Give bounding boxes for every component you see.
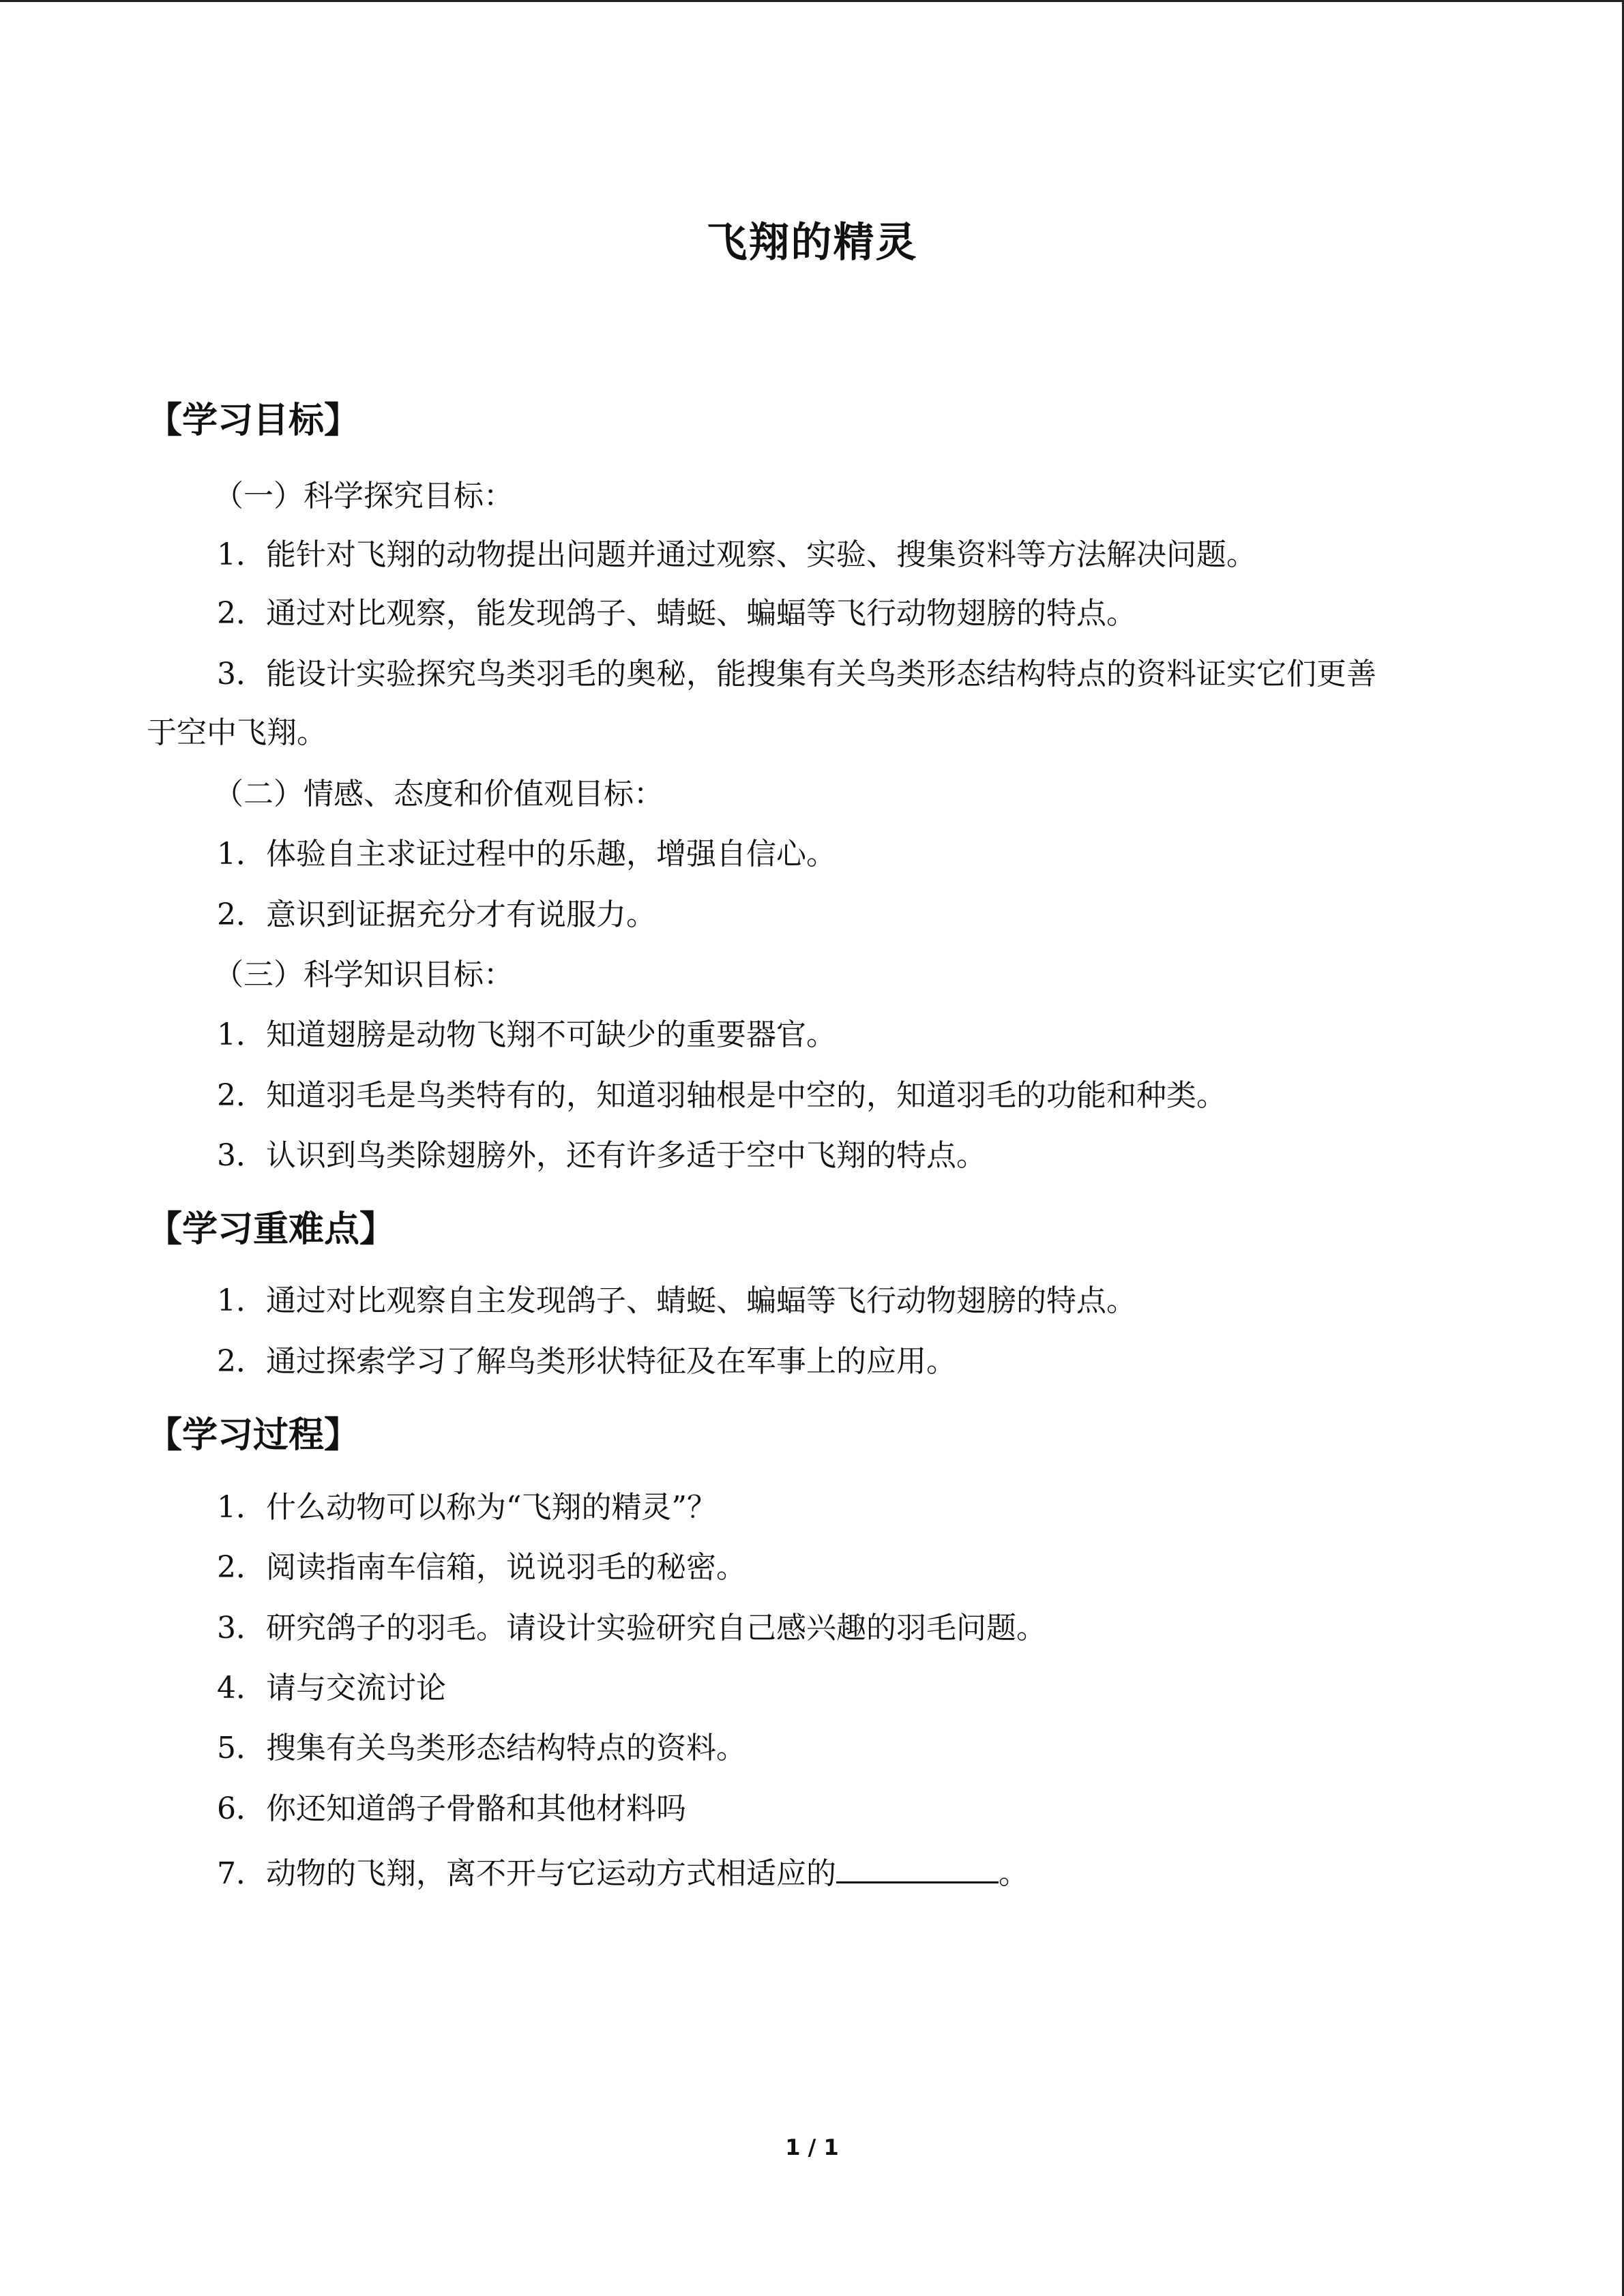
goals-sub3-item: 3．认识到鸟类除翅膀外，还有许多适于空中飞翔的特点。 xyxy=(217,1138,986,1173)
goals-sub1-heading: （一）科学探究目标： xyxy=(213,479,514,513)
page-number: 1 / 1 xyxy=(785,2134,839,2160)
process-item: 2．阅读指南车信箱，说说羽毛的秘密。 xyxy=(217,1550,746,1585)
section-heading-goals: 【学习目标】 xyxy=(147,400,360,441)
goals-sub2-item: 2．意识到证据充分才有说服力。 xyxy=(217,897,656,932)
goals-sub1-item-continued: 于空中飞翔。 xyxy=(147,715,327,750)
goals-sub1-item: 3．能设计实验探究鸟类羽毛的奥秘，能搜集有关鸟类形态结构特点的资料证实它们更善 xyxy=(217,657,1376,691)
process-item: 1．什么动物可以称为“飞翔的精灵”？ xyxy=(217,1490,717,1525)
page-top-border xyxy=(0,0,1624,2)
goals-sub1-item: 2．通过对比观察，能发现鸽子、蜻蜓、蝙蝠等飞行动物翅膀的特点。 xyxy=(217,596,1136,631)
process-item-fill-blank xyxy=(217,1854,1029,1889)
goals-sub3-item: 2．知道羽毛是鸟类特有的，知道羽轴根是中空的，知道羽毛的功能和种类。 xyxy=(217,1078,1226,1113)
section-heading-key-points: 【学习重难点】 xyxy=(147,1209,396,1250)
document-title: 飞翔的精灵 xyxy=(706,219,918,267)
key-point-item: 1．通过对比观察自主发现鸽子、蜻蜓、蝙蝠等飞行动物翅膀的特点。 xyxy=(217,1283,1136,1318)
key-point-item: 2．通过探索学习了解鸟类形状特征及在军事上的应用。 xyxy=(217,1344,956,1379)
answer-blank[interactable] xyxy=(836,1854,999,1883)
section-heading-process: 【学习过程】 xyxy=(147,1415,360,1456)
goals-sub3-heading: （三）科学知识目标： xyxy=(213,957,514,992)
goals-sub2-heading: （二）情感、态度和价值观目标： xyxy=(213,777,664,811)
goals-sub3-item: 1．知道翅膀是动物飞翔不可缺少的重要器官。 xyxy=(217,1017,836,1052)
fill-blank-suffix: 。 xyxy=(999,1856,1029,1891)
process-item: 5．搜集有关鸟类形态结构特点的资料。 xyxy=(217,1731,746,1765)
goals-sub1-item: 1．能针对飞翔的动物提出问题并通过观察、实验、搜集资料等方法解决问题。 xyxy=(217,537,1256,572)
fill-blank-prefix: 7．动物的飞翔，离不开与它运动方式相适应的 xyxy=(217,1856,836,1891)
goals-sub2-item: 1．体验自主求证过程中的乐趣，增强自信心。 xyxy=(217,837,836,871)
process-item: 3．研究鸽子的羽毛。请设计实验研究自己感兴趣的羽毛问题。 xyxy=(217,1611,1046,1645)
process-item: 6．你还知道鸽子骨骼和其他材料吗 xyxy=(217,1791,686,1826)
process-item: 4．请与交流讨论 xyxy=(217,1671,446,1705)
